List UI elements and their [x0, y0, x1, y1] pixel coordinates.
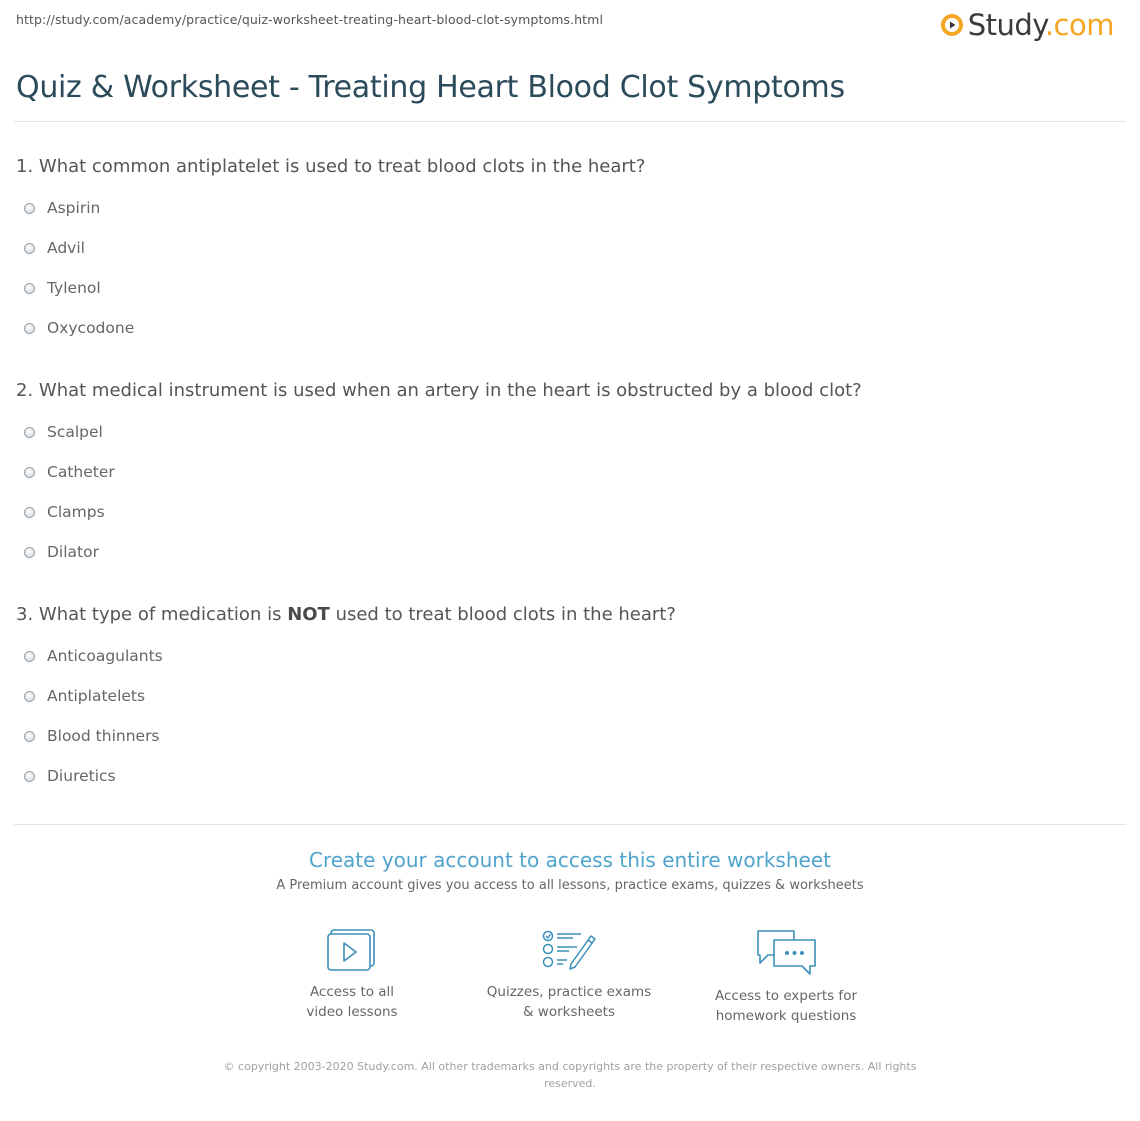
radio-button[interactable]: [24, 203, 35, 214]
title-divider: [14, 121, 1126, 122]
option-label: Catheter: [47, 463, 115, 481]
feature-label-line2: homework questions: [715, 1008, 857, 1024]
feature-label-line2: video lessons: [306, 1004, 398, 1020]
cta-divider: [14, 824, 1126, 825]
radio-button[interactable]: [24, 467, 35, 478]
logo-text: Study: [967, 8, 1045, 42]
answer-option[interactable]: [24, 319, 134, 337]
radio-button[interactable]: [24, 427, 35, 438]
feature-label-line2: & worksheets: [522, 1004, 615, 1020]
quiz-checklist-icon: [541, 928, 597, 972]
option-label: Tylenol: [47, 279, 101, 297]
cta-title-link[interactable]: Create your account to access this entire worksheet: [309, 848, 831, 872]
option-label: Blood thinners: [47, 727, 160, 745]
option-label: Advil: [47, 239, 85, 257]
feature-label-line1: Access to all: [309, 984, 395, 1000]
question-3-emphasis: NOT: [287, 604, 330, 625]
option-label: Scalpel: [47, 423, 103, 441]
copyright-notice: [210, 1058, 930, 1092]
radio-button[interactable]: [24, 283, 35, 294]
logo-suffix: .com: [1044, 8, 1114, 42]
option-label: Clamps: [47, 503, 105, 521]
cta-subtitle: A Premium account gives you access to all lessons, practice exams, quizzes & worksheets: [276, 878, 864, 893]
feature-quizzes: [469, 928, 669, 1022]
radio-button[interactable]: [24, 243, 35, 254]
radio-button[interactable]: [24, 507, 35, 518]
option-label: Anticoagulants: [47, 647, 163, 665]
option-label: Antiplatelets: [47, 687, 146, 705]
option-label: Aspirin: [47, 199, 101, 217]
question-2: 2. What medical instrument is used when an artery in the heart is obstructed by a blood clot?: [16, 380, 862, 401]
answer-option[interactable]: [24, 239, 85, 257]
question-1: 1. What common antiplatelet is used to treat blood clots in the heart?: [16, 156, 646, 177]
feature-label-line1: Access to experts for: [714, 988, 857, 1004]
answer-option[interactable]: [24, 279, 101, 297]
answer-option[interactable]: [24, 503, 105, 521]
question-3-prefix: 3. What type of medication is: [16, 604, 288, 625]
radio-button[interactable]: [24, 691, 35, 702]
feature-label-line1: Quizzes, practice exams: [486, 984, 652, 1000]
answer-option[interactable]: [24, 647, 163, 665]
copyright-line1: © copyright 2003-2020 Study.com. All other trademarks and copyrights are the property of their respective owners. All rights: [223, 1060, 917, 1073]
radio-button[interactable]: [24, 547, 35, 558]
answer-option[interactable]: [24, 199, 100, 217]
answer-option[interactable]: [24, 687, 145, 705]
answer-option[interactable]: [24, 423, 103, 441]
option-label: Diuretics: [47, 767, 116, 785]
page-url: http://study.com/academy/practice/quiz-worksheet-treating-heart-blood-clot-symptoms.html: [16, 12, 604, 27]
question-3-suffix: used to treat blood clots in the heart?: [329, 604, 676, 625]
video-lesson-icon: [326, 928, 378, 972]
play-logo-icon: [940, 13, 964, 37]
feature-video-lessons: [252, 928, 452, 1022]
answer-option[interactable]: [24, 463, 115, 481]
chat-bubbles-icon: [754, 928, 818, 976]
radio-button[interactable]: [24, 731, 35, 742]
answer-option[interactable]: [24, 767, 116, 785]
radio-button[interactable]: [24, 771, 35, 782]
study-logo[interactable]: [940, 5, 1114, 45]
answer-option[interactable]: [24, 727, 160, 745]
radio-button[interactable]: [24, 651, 35, 662]
page-title: Quiz & Worksheet - Treating Heart Blood Clot Symptoms: [16, 70, 845, 105]
option-label: Dilator: [47, 543, 99, 561]
answer-option[interactable]: [24, 543, 99, 561]
radio-button[interactable]: [24, 323, 35, 334]
copyright-line2: reserved.: [544, 1077, 596, 1090]
question-3: [16, 604, 676, 625]
feature-experts: [686, 928, 886, 1026]
option-label: Oxycodone: [47, 319, 135, 337]
